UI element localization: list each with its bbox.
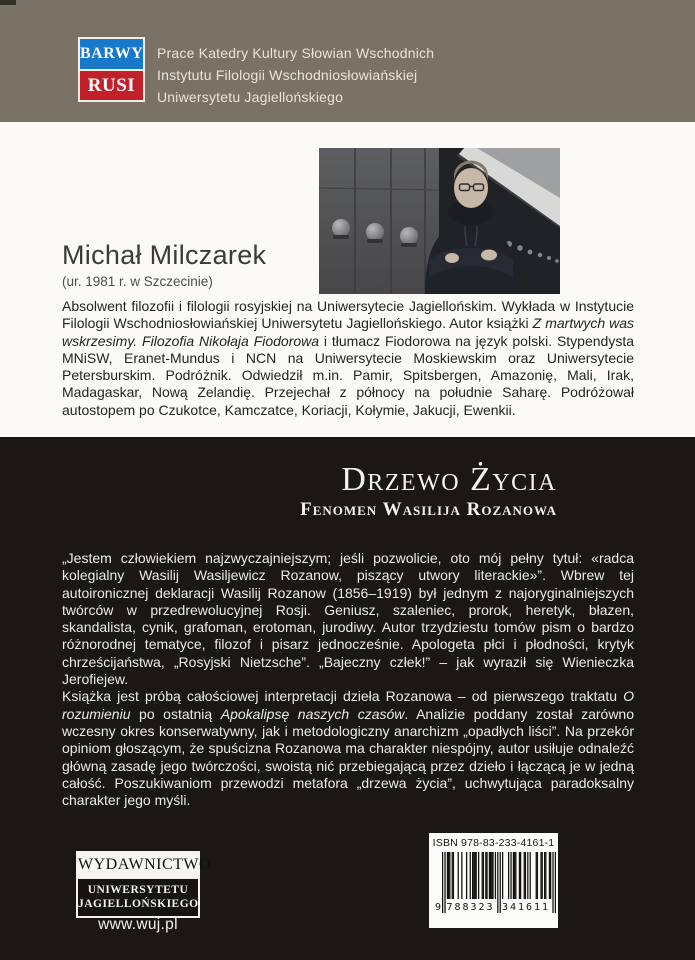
author-photo-illustration — [319, 148, 560, 294]
publisher-logo-line2: UNIWERSYTETU — [87, 884, 189, 896]
blurb2-title-2: Apokalipsę naszych czasów — [220, 705, 405, 722]
series-line-3: Uniwersytetu Jagiellońskiego — [157, 89, 344, 105]
blurb2-title-1: O rozumieniu — [62, 688, 634, 722]
blurb-paragraph-1: „Jestem człowiekiem najzwyczajniejszym; jeśli pozwolicie, oto mój pełny tytuł: «radca kolegialny Wasilij Wasiljewicz Rozanow, piszący utwory literackie»”. Wbrew tej autoironicznej deklaracji Wasilij Rozanow (1856–1919) był jednym z najoryginalniejszych twórców w przedrewolucyjnej Rosji. Geniusz, szaleniec, prorok, heretyk, błazen, skandalista, cynik, grafoman, erotoman, jurodiwy. Autor trzydziestu tomów pism o bardzo różnorodnej tematyce, filozof i pisarz jednocześnie. Apologeta płci i płodności, krytyk chrześcijaństwa, „Rosyjski Nietzsche”. „Bajeczny człek!” – jak wyraził się Wienieczka Jerofiejew. — [62, 550, 634, 688]
barwy-rusi-logo — [78, 37, 145, 102]
blurb2-segment-3: . Analizie poddany został zarówno wczesny okres konserwatywny, jak i metodologiczny anarchizm „opadłych liści”. Na przekór opiniom głoszącym, że spuścizna Rozanowa ma charakter niespójny, autor usiłuje odnaleźć główną zasadę jego twórczości, swoistą nić przebiegającą przez dzieło i łączącą je w jedną całość. Poszukiwaniom przewodzi metafora „drzewa życia”, uchwytująca paradoksalny charakter jego myśli. — [62, 705, 634, 809]
corner-mark — [0, 0, 16, 5]
publisher-logo-line1: WYDAWNICTWO — [78, 853, 198, 877]
blurb-paragraph-2 — [62, 688, 634, 809]
publisher-website: www.wuj.pl — [98, 916, 178, 933]
logo-barwy-label: BARWY — [80, 39, 143, 69]
book-description-section — [0, 437, 695, 960]
author-photo — [319, 148, 560, 294]
blurb2-segment-1: Książka jest próbą całościowej interpretacji dzieła Rozanowa – od pierwszego traktatu — [62, 688, 624, 705]
series-line-1: Prace Katedry Kultury Słowian Wschodnich — [157, 45, 435, 61]
author-bio — [62, 298, 634, 419]
author-birth-note: (ur. 1981 r. w Szczecinie) — [62, 274, 213, 289]
series-description — [157, 42, 434, 108]
barcode-bars — [434, 852, 556, 913]
series-header-band — [0, 0, 695, 122]
barcode-digit-lead: 9 — [434, 902, 441, 913]
barcode-digits-right: 341611 — [501, 902, 551, 913]
book-blurb — [62, 550, 634, 809]
barcode-digits-left: 788323 — [446, 902, 495, 913]
barcode — [429, 833, 558, 928]
book-subtitle: Fenomen Wasilija Rozanowa — [300, 499, 557, 520]
author-name: Michał Milczarek — [62, 240, 267, 270]
publisher-logo-university — [78, 877, 198, 916]
author-section — [0, 122, 695, 437]
title-block — [300, 463, 557, 520]
series-line-2: Instytutu Filologii Wschodniosłowiańskiej — [157, 67, 418, 83]
bio-segment-1: Absolwent filozofii i filologii rosyjskiej na Uniwersytecie Jagiellońskim. Wykłada w Instytucie Filologii Wschodniosłowiańskiej Uniwersytetu Jagiellońskiego. Autor książki — [62, 298, 634, 332]
bio-book-title: Z martwych was wskrzesimy. Filozofia Nikołaja Fiodorowa — [62, 315, 635, 349]
logo-rusi-label: RUSI — [80, 71, 143, 100]
publisher-logo — [76, 851, 212, 918]
blurb2-segment-2: po ostatnią — [130, 705, 221, 722]
book-title: Drzewo Życia — [341, 461, 557, 498]
publisher-logo-line3: JAGIELLOŃSKIEGO — [78, 898, 199, 910]
isbn-label: ISBN 978-83-233-4161-1 — [432, 837, 555, 849]
bio-segment-2: i tłumacz Fiodorowa na język polski. Stypendysta MNiSW, Eranet-Mundus i NCN na Uniwersytecie Moskiewskim oraz Uniwersytecie Petersburskim. Podróżnik. Odwiedził m.in. Pamir, Spitsbergen, Amazonię, Mali, Irak, Madagaskar, Nową Zelandię. Przejechał z północy na południe Saharę. Podróżował autostopem po Czukotce, Kamczatce, Koriacji, Kołymie, Jakucji, Ewenkii. — [62, 332, 634, 418]
